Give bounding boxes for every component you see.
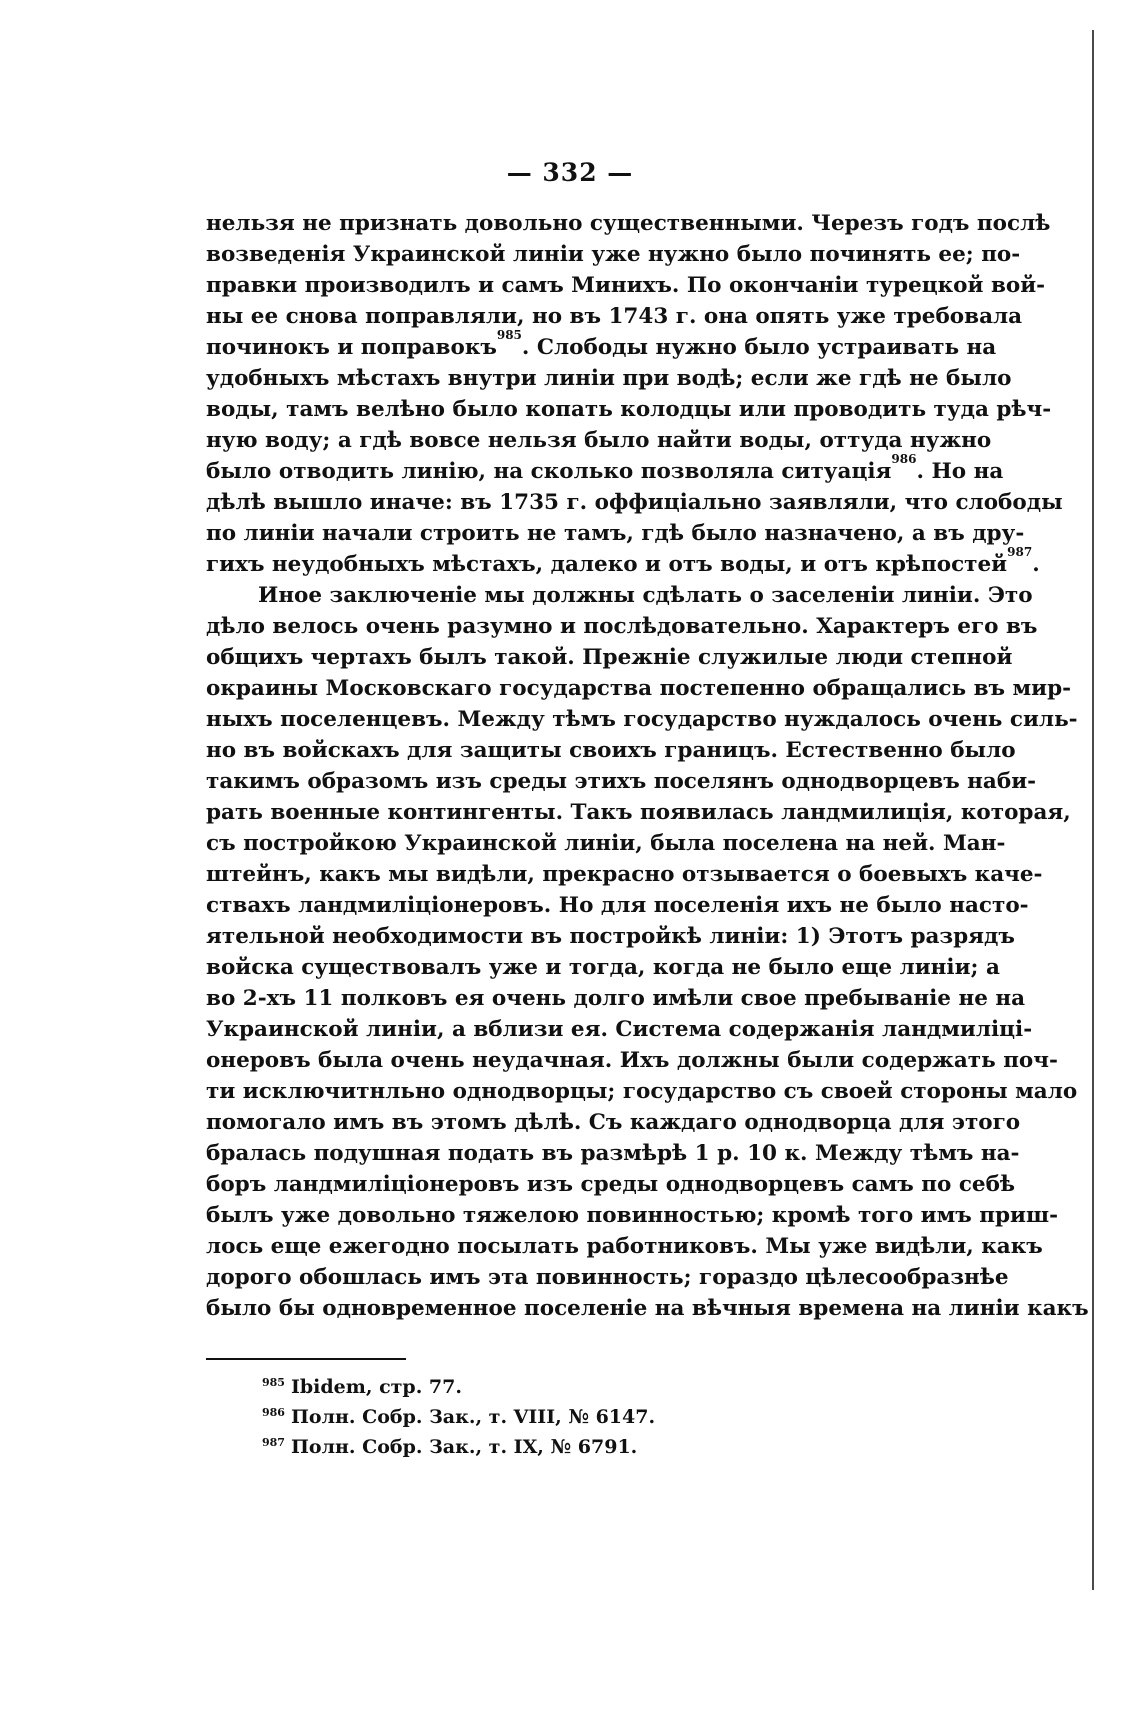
- footnote-rule: [206, 1358, 406, 1360]
- text-line: гихъ неудобныхъ мѣстахъ, далеко и отъ воды, и отъ крѣпостей$^{987}$.: [206, 544, 1040, 577]
- footnote-number: 986: [262, 1406, 285, 1419]
- text-line: онеровъ была очень неудачная. Ихъ должны были содержать поч-: [206, 1048, 1058, 1073]
- text-line: Иное заключеніе мы должны сдѣлать о заселеніи линіи. Это: [258, 583, 1033, 608]
- footnote-text: Полн. Собр. Зак., т. IX, № 6791.: [290, 1436, 638, 1458]
- body-text: [206, 208, 1089, 1324]
- footnote: [262, 1432, 962, 1462]
- text-line: дѣло велось очень разумно и послѣдовательно. Характеръ его въ: [206, 614, 1038, 639]
- text-line: такимъ образомъ изъ среды этихъ поселянъ однодворцевъ наби-: [206, 769, 1037, 794]
- scan-edge-line: [1092, 30, 1094, 1590]
- text-line: помогало имъ въ этомъ дѣлѣ. Съ каждаго однодворца для этого: [206, 1110, 1021, 1135]
- footnote-reference: 985: [496, 327, 522, 342]
- text-line: рать военные контингенты. Такъ появилась ландмилиція, которая,: [206, 800, 1071, 825]
- text-line: удобныхъ мѣстахъ внутри линіи при водѣ; если же гдѣ не было: [206, 366, 1012, 391]
- text-line: во 2-хъ 11 полковъ ея очень долго имѣли свое пребываніе не на: [206, 986, 1026, 1011]
- text-line: ти исключитнльно однодворцы; государство съ своей стороны мало: [206, 1079, 1078, 1104]
- footnote-text: Ibidem, стр. 77.: [290, 1376, 462, 1398]
- text-line: починокъ и поправокъ$^{985}$. Слободы нужно было устраивать на: [206, 327, 997, 360]
- text-line: общихъ чертахъ былъ такой. Прежніе служилые люди степной: [206, 645, 1013, 670]
- text-line: по линіи начали строить не тамъ, гдѣ было назначено, а въ дру-: [206, 521, 1025, 546]
- text-line: воды, тамъ велѣно было копать колодцы или проводить туда рѣч-: [206, 397, 1052, 422]
- text-line: войска существовалъ уже и тогда, когда не было еще линіи; а: [206, 955, 1000, 980]
- footnote-reference: 986: [891, 451, 917, 466]
- text-line: Украинской линіи, а вблизи ея. Система содержанія ландмиліці-: [206, 1017, 1033, 1042]
- footnote-text: Полн. Собр. Зак., т. VIII, № 6147.: [290, 1406, 656, 1428]
- text-line: ны ее снова поправляли, но въ 1743 г. она опять уже требовала: [206, 304, 1023, 329]
- footnote-number: 987: [262, 1436, 285, 1449]
- text-line: ныхъ поселенцевъ. Между тѣмъ государство нуждалось очень силь-: [206, 707, 1078, 732]
- text-line: дорого обошлась имъ эта повинность; гораздо цѣлесообразнѣе: [206, 1265, 1009, 1290]
- text-line: правки производилъ и самъ Минихъ. По окончаніи турецкой вой-: [206, 273, 1046, 298]
- text-line: ную воду; а гдѣ вовсе нельзя было найти воды, оттуда нужно: [206, 428, 992, 453]
- text-line: нельзя не признать довольно существенными. Черезъ годъ послѣ: [206, 211, 1051, 236]
- text-line: лось еще ежегодно посылать работниковъ. Мы уже видѣли, какъ: [206, 1234, 1043, 1259]
- footnotes: [262, 1372, 962, 1462]
- text-line: было бы одновременное поселеніе на вѣчныя времена на линіи какъ: [206, 1296, 1089, 1321]
- text-line: возведенія Украинской линіи уже нужно было починять ее; по-: [206, 242, 1021, 267]
- footnote: [262, 1402, 962, 1432]
- text-line: съ постройкою Украинской линіи, была поселена на ней. Ман-: [206, 831, 1006, 856]
- text-line: штейнъ, какъ мы видѣли, прекрасно отзывается о боевыхъ каче-: [206, 862, 1043, 887]
- text-line: но въ войскахъ для защиты своихъ границъ. Естественно было: [206, 738, 1016, 763]
- text-line: было отводить линію, на сколько позволяла ситуація$^{986}$. Но на: [206, 451, 1004, 484]
- footnote-reference: 987: [1007, 544, 1033, 559]
- page-number: — 332 —: [506, 158, 634, 187]
- text-line: бралась подушная подать въ размѣрѣ 1 р. 10 к. Между тѣмъ на-: [206, 1141, 1020, 1166]
- text-line: окраины Московскаго государства постепенно обращались въ мир-: [206, 676, 1072, 701]
- text-line: боръ ландмиліціонеровъ изъ среды однодворцевъ самъ по себѣ: [206, 1172, 1016, 1197]
- text-line: былъ уже довольно тяжелою повинностью; кромѣ того имъ приш-: [206, 1203, 1058, 1228]
- footnote-number: 985: [262, 1376, 285, 1389]
- text-line: ствахъ ландмиліціонеровъ. Но для поселенія ихъ не было насто-: [206, 893, 1029, 918]
- footnote: [262, 1372, 962, 1402]
- text-line: ятельной необходимости въ постройкѣ линіи: 1) Этотъ разрядъ: [206, 924, 1015, 949]
- text-line: дѣлѣ вышло иначе: въ 1735 г. оффиціально заявляли, что слободы: [206, 490, 1063, 515]
